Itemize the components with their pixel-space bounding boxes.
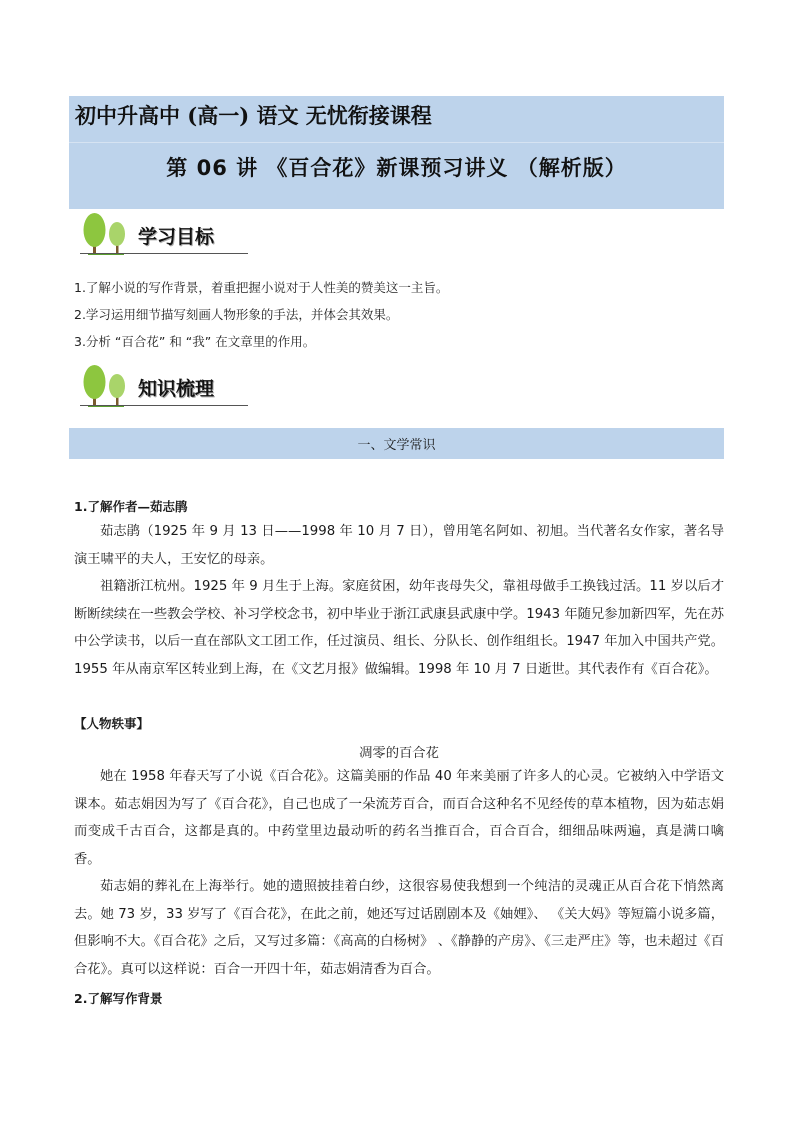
author-intro-paragraph: 茹志鹃（1925 年 9 月 13 日——1998 年 10 月 7 日），曾用笔名阿如、初旭。当代著名女作家，著名导演王啸平的夫人，王安忆的母亲。 [74,524,724,567]
course-title: 初中升高中 (高一) 语文 无忧衔接课程 [75,103,432,128]
goal-item: 3.分析 “百合花” 和 “我” 在文章里的作用。 [74,334,316,349]
knowledge-heading-label: 知识梳理 [138,378,215,400]
band-title: 一、文学常识 [357,438,436,453]
course-title-row [69,96,724,143]
goals-heading-label: 学习目标 [138,226,215,248]
goals-section-heading [80,212,250,258]
anecdote-label: 【人物轶事】 [74,716,150,731]
goal-item: 2.学习运用细节描写刻画人物形象的手法，并体会其效果。 [74,307,399,322]
goal-item: 1.了解小说的写作背景，着重把握小说对于人性美的赞美这一主旨。 [74,280,449,295]
anecdote-paragraph: 茹志娟的葬礼在上海举行。她的遗照披挂着白纱，这很容易使我想到一个纯洁的灵魂正从百合花下悄然离去。她 73 岁，33 岁写了《百合花》，在此之前，她还写过话剧剧本及《妯娌》、 《关大妈》等短篇小说多篇，但影响不大。《百合花》之后，又写过多篇：《高高的白杨树》 、《静静的产房》、《三走严庄》等，也未超过《百合花》。真可以这样说：百合一开四十年，茹志娟清香为百合。 [74,879,724,977]
tree-icon [80,364,132,410]
anecdote-title: 凋零的百合花 [359,746,439,761]
section-band [69,428,724,459]
lecture-title: 第 06 讲 《百合花》新课预习讲义 （解析版） [166,156,627,180]
goals-heading-underline [80,253,248,254]
tree-icon [80,212,132,258]
title-banner [69,96,724,209]
knowledge-section-heading [80,364,250,410]
anecdote-paragraph: 她在 1958 年春天写了小说《百合花》。这篇美丽的作品 40 年来美丽了许多人的心灵。它被纳入中学语文课本。茹志娟因为写了《百合花》，自己也成了一朵流芳百合，而百合这种名不见经传的草本植物，因为茹志娟而变成千古百合，这都是真的。中药堂里边最动听的药名当推百合，百合百合，细细品味两遍，真是满口噙香。 [74,769,724,867]
author-heading: 1.了解作者—茹志鹃 [74,499,188,514]
knowledge-heading-underline [80,405,248,406]
author-bio-paragraph: 祖籍浙江杭州。1925 年 9 月生于上海。家庭贫困，幼年丧母失父，靠祖母做手工换钱过活。11 岁以后才断断续续在一些教会学校、补习学校念书，初中毕业于浙江武康县武康中学。1943 年随兄参加新四军，先在苏中公学读书，以后一直在部队文工团工作，任过演员、组长、分队长、创作组组长。1947 年加入中国共产党。1955 年从南京军区转业到上海，在《文艺月报》做编辑。1998 年 10 月 7 日逝世。其代表作有《百合花》。 [74,579,724,677]
background-heading: 2.了解写作背景 [74,991,163,1006]
